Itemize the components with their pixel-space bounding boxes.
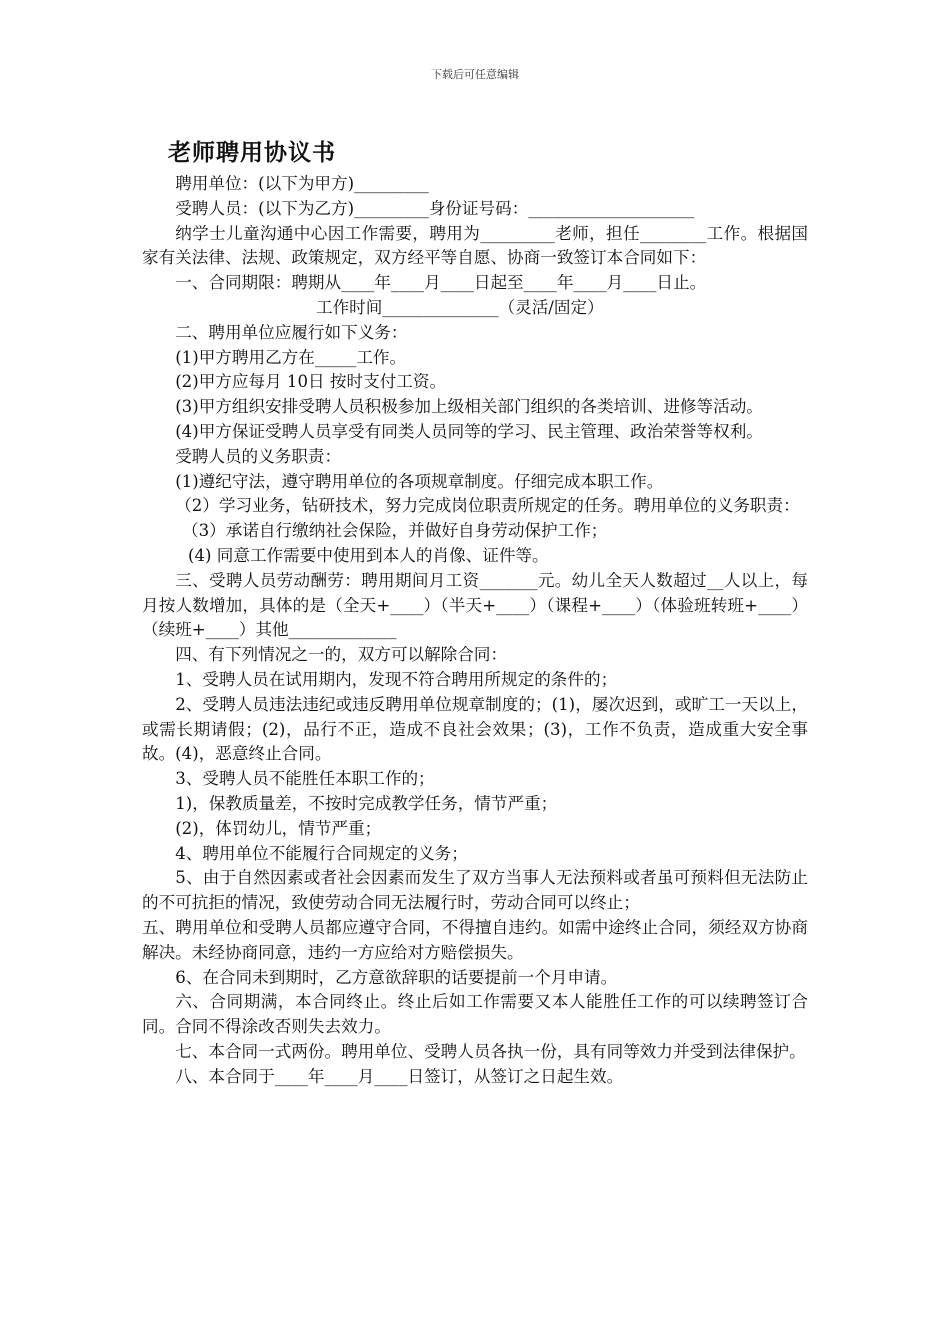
paragraph: （2）学习业务，钻研技术，努力完成岗位职责所规定的任务。聘用单位的义务职责：: [175, 496, 800, 516]
document-body: [142, 172, 808, 1089]
paragraph: 受聘人员的义务职责：: [175, 446, 342, 466]
paragraph: 4、聘用单位不能履行合同规定的义务；: [175, 843, 468, 863]
paragraph: 聘用单位：(以下为甲方)_________: [175, 174, 429, 193]
paragraph: (2)甲方应每月 10日 按时支付工资。: [175, 372, 447, 392]
paragraph: (4)甲方保证受聘人员享受有同类人员同等的学习、民主管理、政治荣誉等权利。: [175, 421, 763, 441]
paragraph: (1)甲方聘用乙方在_____工作。: [175, 347, 407, 367]
paragraph: (3)甲方组织安排受聘人员积极参加上级相关部门组织的各类培训、进修等活动。: [175, 397, 763, 417]
paragraph: (1)遵纪守法，遵守聘用单位的各项规章制度。仔细完成本职工作。: [175, 471, 664, 491]
paragraph: (4) 同意工作需要中使用到本人的肖像、证件等。: [188, 545, 549, 565]
paragraph: 工作时间______________（灵活/固定）: [316, 297, 604, 317]
paragraph: 6、在合同未到期时，乙方意欲辞职的话要提前一个月申请。: [175, 967, 618, 987]
paragraph: 5、由于自然因素或者社会因素而发生了双方当事人无法预料或者虽可预料但无法防止的不可抗拒的情况，致使劳动合同无法履行时，劳动合同可以终止；: [142, 868, 808, 913]
paragraph: 受聘人员：(以下为乙方)_________身份证号码：____________________: [175, 198, 695, 218]
paragraph: 五、聘用单位和受聘人员都应遵守合同，不得擅自违约。如需中途终止合同，须经双方协商解决。未经协商同意，违约一方应给对方赔偿损失。: [142, 917, 808, 962]
paragraph: 八、本合同于____年____月____日签订，从签订之日起生效。: [175, 1066, 624, 1086]
paragraph: （3）承诺自行缴纳社会保险，并做好自身劳动保护工作；: [182, 521, 608, 541]
paragraph: 四、有下列情况之一的，双方可以解除合同：: [175, 645, 508, 665]
paragraph: 七、本合同一式两份。聘用单位、受聘人员各执一份，具有同等效力并受到法律保护。: [175, 1041, 806, 1061]
paragraph: 纳学士儿童沟通中心因工作需要，聘用为_________老师，担任________工作。根据国家有关法律、法规、政策规定，双方经平等自愿、协商一致签订本合同如下：: [142, 223, 808, 268]
paragraph: 3、受聘人员不能胜任本职工作的；: [175, 769, 435, 789]
paragraph: 一、合同期限：聘期从____年____月____日起至____年____月____日止。: [175, 273, 707, 293]
document-title: 老师聘用协议书: [168, 140, 336, 166]
paragraph: 六、合同期满，本合同终止。终止后如工作需要又本人能胜任工作的可以续聘签订合同。合同不得涂改否则失去效力。: [142, 992, 808, 1037]
paragraph: 2、受聘人员违法违纪或违反聘用单位规章制度的；(1)，屡次迟到，或旷工一天以上，或需长期请假；(2)，品行不正，造成不良社会效果；(3)，工作不负责，造成重大安全事故。(4)，恶意终止合同。: [142, 694, 808, 764]
paragraph: 二、聘用单位应履行如下义务：: [175, 322, 408, 342]
paragraph: 三、受聘人员劳动酬劳：聘用期间月工资_______元。幼儿全天人数超过__人以上，每月按人数增加，具体的是（全天+____）（半天+____）（课程+____）（体验班转班+____）（续班+____）其他_____________: [142, 570, 808, 640]
page-header: 下载后可任意编辑: [431, 68, 519, 81]
paragraph: (2)，体罚幼儿，情节严重；: [175, 818, 382, 838]
paragraph: 1)，保教质量差，不按时完成教学任务，情节严重；: [175, 793, 558, 813]
paragraph: 1、受聘人员在试用期内，发现不符合聘用所规定的条件的；: [175, 669, 618, 689]
